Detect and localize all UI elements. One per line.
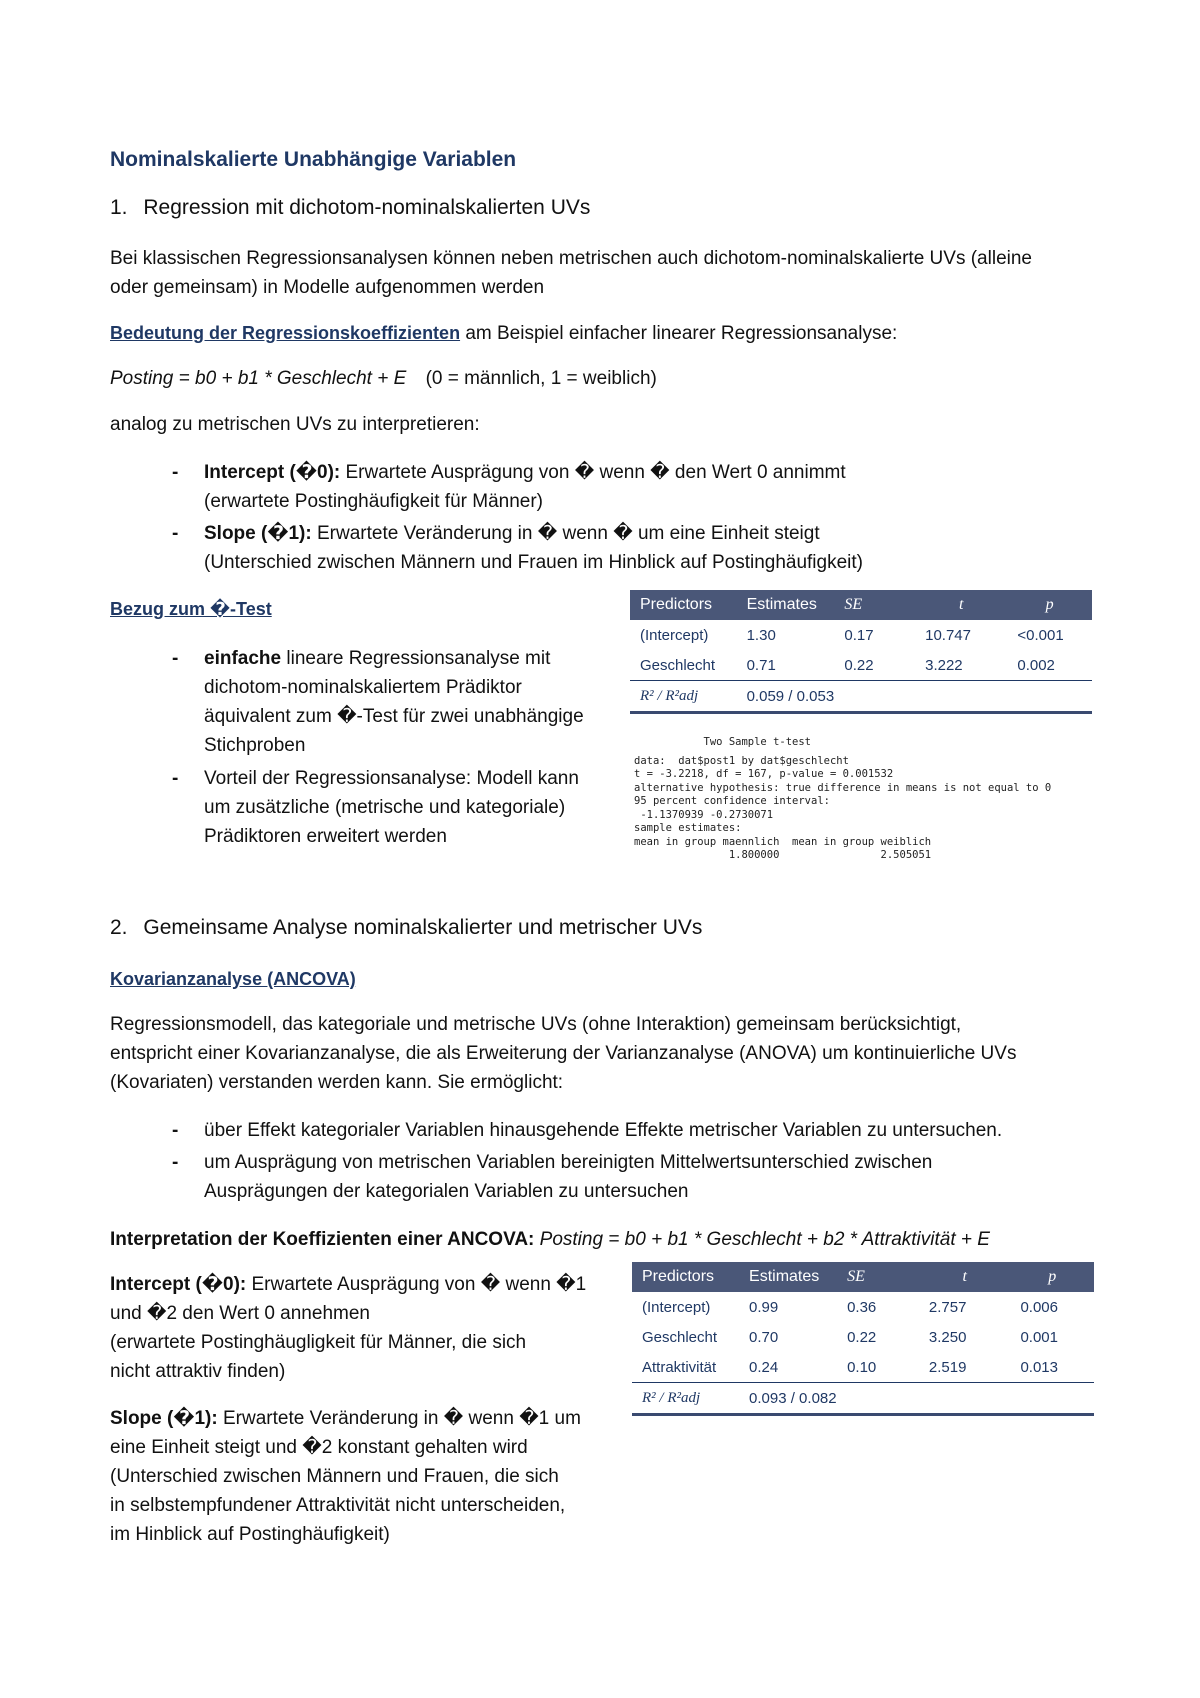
regression-table-2 [632,1262,1094,1416]
table-cell: 0.10 [847,1358,877,1376]
table-row-r2 [630,681,1092,713]
ancova-bullet-1 [172,1116,1104,1145]
table2-header-predictors: Predictors [632,1262,739,1292]
table-cell: 10.747 [925,626,971,644]
bezug-b2-l3: Prädiktoren erweitert werden [204,826,447,847]
table-cell: Attraktivität [642,1358,717,1376]
table1-header-p: p [1007,590,1092,620]
bullet-dash-icon: - [172,523,179,544]
table-row [632,1322,1094,1352]
slope2-l2: eine Einheit steigt und �2 konstant gehalten wird [110,1437,528,1458]
console-line: mean in group maennlich mean in group weiblich [634,835,932,848]
table-cell: 0.70 [749,1328,779,1346]
section1-title: Regression mit dichotom-nominalskalierten UVs [143,196,591,219]
table-cell: Geschlecht [642,1328,718,1346]
intercept-label: Intercept (�0): [204,462,341,483]
table-cell: <0.001 [1017,626,1064,644]
table-row [632,1352,1094,1383]
table-row [630,620,1092,650]
section2-title: Gemeinsame Analyse nominalskalierter und metrischer UVs [143,916,703,939]
table2-header-p: p [1010,1262,1094,1292]
table-cell: 3.222 [925,656,963,674]
formula: Posting = b0 + b1 * Geschlecht + E [110,368,407,389]
r-console-output [634,736,1051,863]
slope-label: Slope (�1): [204,523,312,544]
bezug-b2-l2: um zusätzliche (metrische und kategoriale) [204,797,566,818]
ancova-link[interactable]: Kovarianzanalyse (ANCOVA) [110,969,356,989]
table2-header-t: t [919,1262,1011,1292]
table1-header-t: t [915,590,1007,620]
table-cell: 0.36 [847,1298,877,1316]
console-line: -1.1370939 -0.2730071 [634,808,774,821]
slope2-l5: im Hinblick auf Postinghäufigkeit) [110,1524,390,1545]
slope2-l3: (Unterschied zwischen Männern und Frauen, die sich [110,1466,559,1487]
int-l2: und �2 den Wert 0 annehmen [110,1303,370,1324]
r2-label: R² / R²adj [630,681,737,713]
bezug-b1-l2: dichotom-nominalskaliertem Prädiktor [204,677,522,698]
bullet-dash-icon: - [172,648,179,669]
section1-number: 1. [110,196,128,219]
regression-table-1 [630,590,1092,714]
console-line: 1.800000 2.505051 [634,849,932,861]
formula-line [110,364,657,393]
bezug-link[interactable]: Bezug zum �-Test [110,599,272,619]
console-line: Two Sample t-test [634,736,812,748]
console-line: sample estimates: [634,822,742,834]
table2-header-estimates: Estimates [739,1262,837,1292]
int-label: Intercept (�0): [110,1274,247,1295]
table-cell: 3.250 [928,1328,967,1346]
console-line: data: dat$post1 by dat$geschlecht [634,754,849,767]
table1-header-se: SE [834,590,915,620]
interpretation-line [110,1225,1110,1254]
table-cell: 0.22 [844,656,874,674]
section1-heading [110,196,590,220]
r2-value: 0.093 / 0.082 [739,1383,1094,1415]
intercept-sub: (erwartete Postinghäufigkeit für Männer) [204,491,543,512]
bullet-dash-icon: - [172,768,179,789]
ancova-b2-l2: Ausprägungen der kategorialen Variablen zu untersuchen [204,1181,689,1202]
intercept-text: Erwartete Ausprägung von � wenn � den Wert 0 annimmt [340,462,846,483]
slope-item [172,519,1104,577]
int-l3: (erwartete Postinghäugligkeit für Männer, die sich [110,1332,527,1353]
bullet-dash-icon: - [172,462,179,483]
bezug-bullet-2 [172,764,624,851]
table-cell: 0.22 [847,1328,877,1346]
table-cell: 0.71 [746,656,776,674]
bedeutung-rest: am Beispiel einfacher linearer Regressionsanalyse: [460,323,898,344]
bezug-bullet-1 [172,644,624,760]
bullet-dash-icon: - [172,1152,179,1173]
slope-text: Erwartete Veränderung in � wenn � um eine Einheit steigt [311,523,820,544]
ancova-b2-l1: um Ausprägung von metrischen Variablen bereinigten Mittelwertsunterschied zwischen [204,1152,933,1173]
console-line: 95 percent confidence interval: [634,795,830,807]
table-cell: Geschlecht [640,656,716,674]
table1-header-predictors: Predictors [630,590,737,620]
table-cell: 2.757 [928,1298,967,1316]
section2-heading [110,916,702,940]
table-cell: (Intercept) [642,1298,711,1316]
table-cell: (Intercept) [640,626,709,644]
interp-bold: Interpretation der Koeffizienten einer ANCOVA: [110,1229,535,1250]
table-cell: 1.30 [746,626,776,644]
table-row [632,1292,1094,1322]
bullet-dash-icon: - [172,1120,179,1141]
bezug-b2-l1: Vorteil der Regressionsanalyse: Modell kann [204,768,579,789]
table-row [630,650,1092,681]
formula-note: (0 = männlich, 1 = weiblich) [425,368,657,389]
console-line: alternative hypothesis: true difference in means is not equal to 0 [634,781,1052,794]
ancova-slope-block [110,1404,630,1549]
bedeutung-link[interactable]: Bedeutung der Regressionskoeffizienten [110,323,461,343]
ancova-para-l2: entspricht einer Kovarianzanalyse, die als Erweiterung der Varianzanalyse (ANOVA) um kontinuierliche UVs [110,1043,1017,1064]
slope2-l1: Erwartete Veränderung in � wenn �1 um [217,1408,581,1429]
table2-header-se: SE [837,1262,919,1292]
r2-label: R² / R²adj [632,1383,739,1415]
ancova-intercept-block [110,1270,630,1386]
table-row-r2 [632,1383,1094,1415]
table-cell: 2.519 [928,1358,967,1376]
table1-header-estimates: Estimates [737,590,835,620]
int-l1: Erwartete Ausprägung von � wenn �1 [246,1274,587,1295]
intercept-item [172,458,1104,516]
table-cell: 0.001 [1020,1328,1058,1346]
ancova-para-l1: Regressionsmodell, das kategoriale und metrische UVs (ohne Interaktion) gemeinsam berücksichtigt, [110,1014,962,1035]
console-line: t = -3.2218, df = 167, p-value = 0.001532 [634,768,894,780]
table-cell: 0.013 [1020,1358,1058,1376]
ancova-bullet-2 [172,1148,1104,1206]
section2-number: 2. [110,916,128,939]
bezug-b1-l3: äquivalent zum �-Test für zwei unabhängige [204,706,584,727]
page-title: Nominalskalierte Unabhängige Variablen [110,148,517,171]
bezug-b1-l1: lineare Regressionsanalyse mit [281,648,551,669]
table-cell: 0.17 [844,626,874,644]
slope-sub: (Unterschied zwischen Männern und Frauen im Hinblick auf Postinghäufigkeit) [204,552,863,573]
int-l4: nicht attraktiv finden) [110,1361,286,1382]
ancova-para-l3: (Kovariaten) verstanden werden kann. Sie ermöglicht: [110,1072,564,1093]
intro-line-1: Bei klassischen Regressionsanalysen können neben metrischen auch dichotom-nominalskalierte UVs (alleine [110,248,1032,269]
bezug-b1-bold: einfache [204,648,282,669]
bedeutung-line [110,319,897,348]
slope2-l4: in selbstempfundener Attraktivität nicht unterscheiden, [110,1495,566,1516]
table-cell: 0.99 [749,1298,779,1316]
ancova-paragraph [110,1010,1110,1097]
r2-value: 0.059 / 0.053 [737,681,1092,713]
bezug-b1-l4: Stichproben [204,735,306,756]
analog-text: analog zu metrischen UVs zu interpretieren: [110,414,480,435]
slope2-label: Slope (�1): [110,1408,218,1429]
table-cell: 0.006 [1020,1298,1058,1316]
intro-line-2: oder gemeinsam) in Modelle aufgenommen werden [110,277,545,298]
ancova-b1: über Effekt kategorialer Variablen hinausgehende Effekte metrischer Variablen zu untersuchen. [204,1120,1003,1141]
table-cell: 0.24 [749,1358,779,1376]
interp-formula: Posting = b0 + b1 * Geschlecht + b2 * Attraktivität + E [534,1229,990,1250]
table-cell: 0.002 [1017,656,1055,674]
